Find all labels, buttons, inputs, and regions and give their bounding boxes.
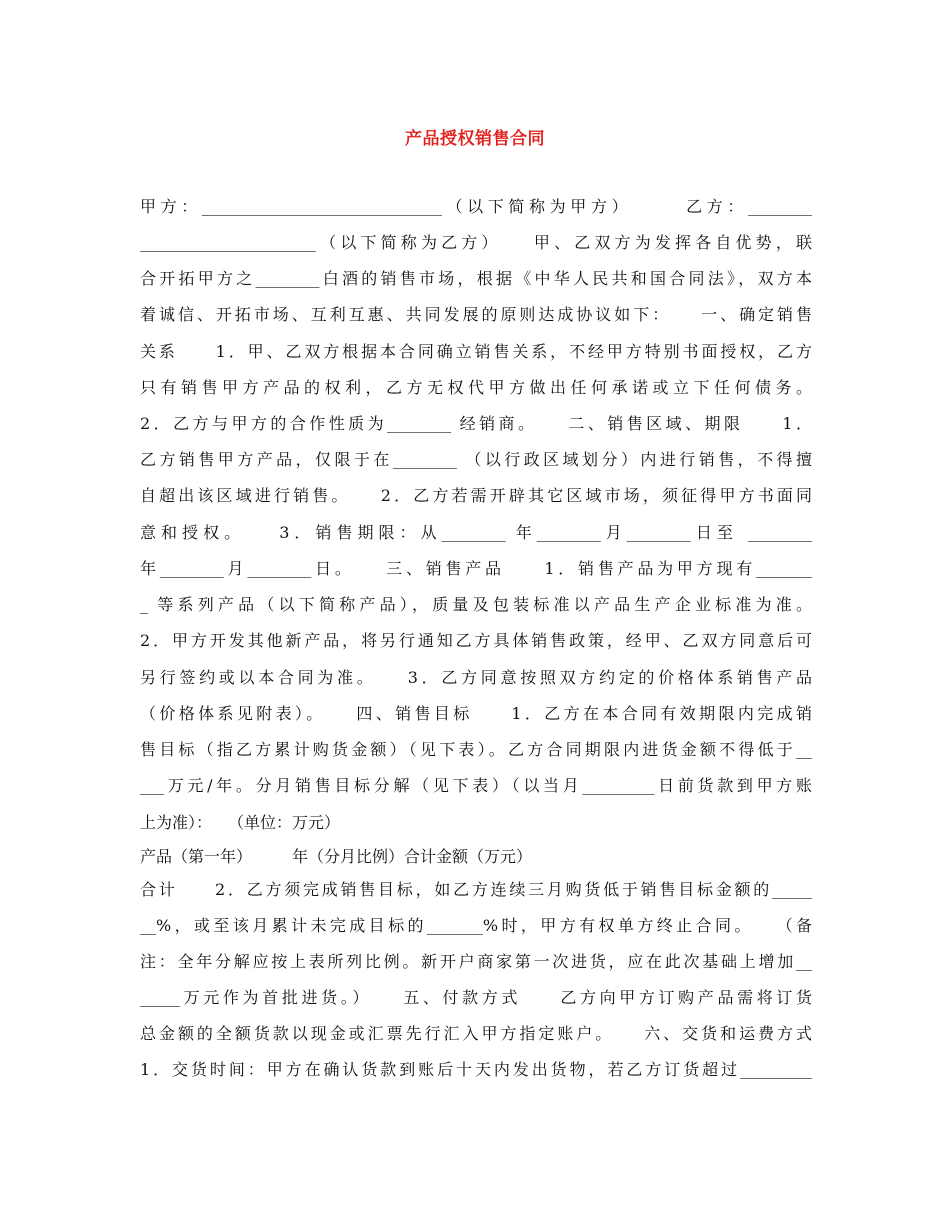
body-line: 只有销售甲方产品的权利，乙方无权代甲方做出任何承诺或立下任何债务。 xyxy=(140,378,812,397)
body-line: _____万元作为首批进货。） 五、付款方式 乙方向甲方订购产品需将订货 xyxy=(140,988,812,1007)
body-line: 2．甲方开发其他新产品，将另行通知乙方具体销售政策，经甲、乙双方同意后可 xyxy=(140,631,812,650)
body-line: ______________________（以下简称为乙方） 甲、乙双方为发挥各自优势，联 xyxy=(140,233,812,252)
body-line: 上为准）： （单位：万元） xyxy=(140,813,341,832)
body-line: 甲方：______________________________（以下简称为甲方） 乙方：________ xyxy=(140,197,812,216)
body-line: 合开拓甲方之________白酒的销售市场，根据《中华人民共和国合同法》，双方本 xyxy=(140,269,812,288)
body-line: 另行签约或以本合同为准。 3．乙方同意按照双方约定的价格体系销售产品 xyxy=(140,668,812,687)
body-line: 售目标（指乙方累计购货金额）（见下表）。乙方合同期限内进货金额不得低于__ xyxy=(140,740,812,759)
body-line: 意和授权。 3．销售期限：从________ 年________月________日至 ________ xyxy=(140,523,812,542)
body-line: 产品（第一年） 年（分月比例）合计金额（万元） xyxy=(140,847,533,866)
body-line: 合计 2．乙方须完成销售目标，如乙方连续三月购货低于销售目标金额的_____ xyxy=(140,880,812,899)
body-line: （价格体系见附表）。 四、销售目标 1．乙方在本合同有效期限内完成销 xyxy=(140,704,812,723)
body-line: 1．交货时间：甲方在确认货款到账后十天内发出货物，若乙方订货超过_________ xyxy=(140,1060,812,1079)
body-line: 年________月________日。 三、销售产品 1．销售产品为甲方现有_______ xyxy=(140,559,812,578)
body-line: 关系 1．甲、乙双方根据本合同确立销售关系，不经甲方特别书面授权，乙方 xyxy=(140,342,812,361)
body-line: 自超出该区域进行销售。 2．乙方若需开辟其它区域市场，须征得甲方书面同 xyxy=(140,486,812,505)
body-line: _ 等系列产品（以下简称产品），质量及包装标准以产品生产企业标准为准。 xyxy=(140,595,812,614)
body-line: 总金额的全额货款以现金或汇票先行汇入甲方指定账户。 六、交货和运费方式 xyxy=(140,1024,812,1043)
body-line: 乙方销售甲方产品，仅限于在________ （以行政区域划分）内进行销售，不得擅 xyxy=(140,450,812,469)
body-line: ___万元/年。分月销售目标分解（见下表）（以当月_________日前货款到甲方账 xyxy=(140,776,812,795)
body-line: __%，或至该月累计未完成目标的_______%时，甲方有权单方终止合同。 （备 xyxy=(140,916,812,935)
body-line: 注：全年分解应按上表所列比例。新开户商家第一次进货，应在此次基础上增加__ xyxy=(140,952,812,971)
body-line: 着诚信、开拓市场、互利互惠、共同发展的原则达成协议如下： 一、确定销售 xyxy=(140,305,812,324)
body-line: 2．乙方与甲方的合作性质为________ 经销商。 二、销售区域、期限 1． xyxy=(140,414,812,433)
contract-title: 产品授权销售合同 xyxy=(405,129,545,149)
